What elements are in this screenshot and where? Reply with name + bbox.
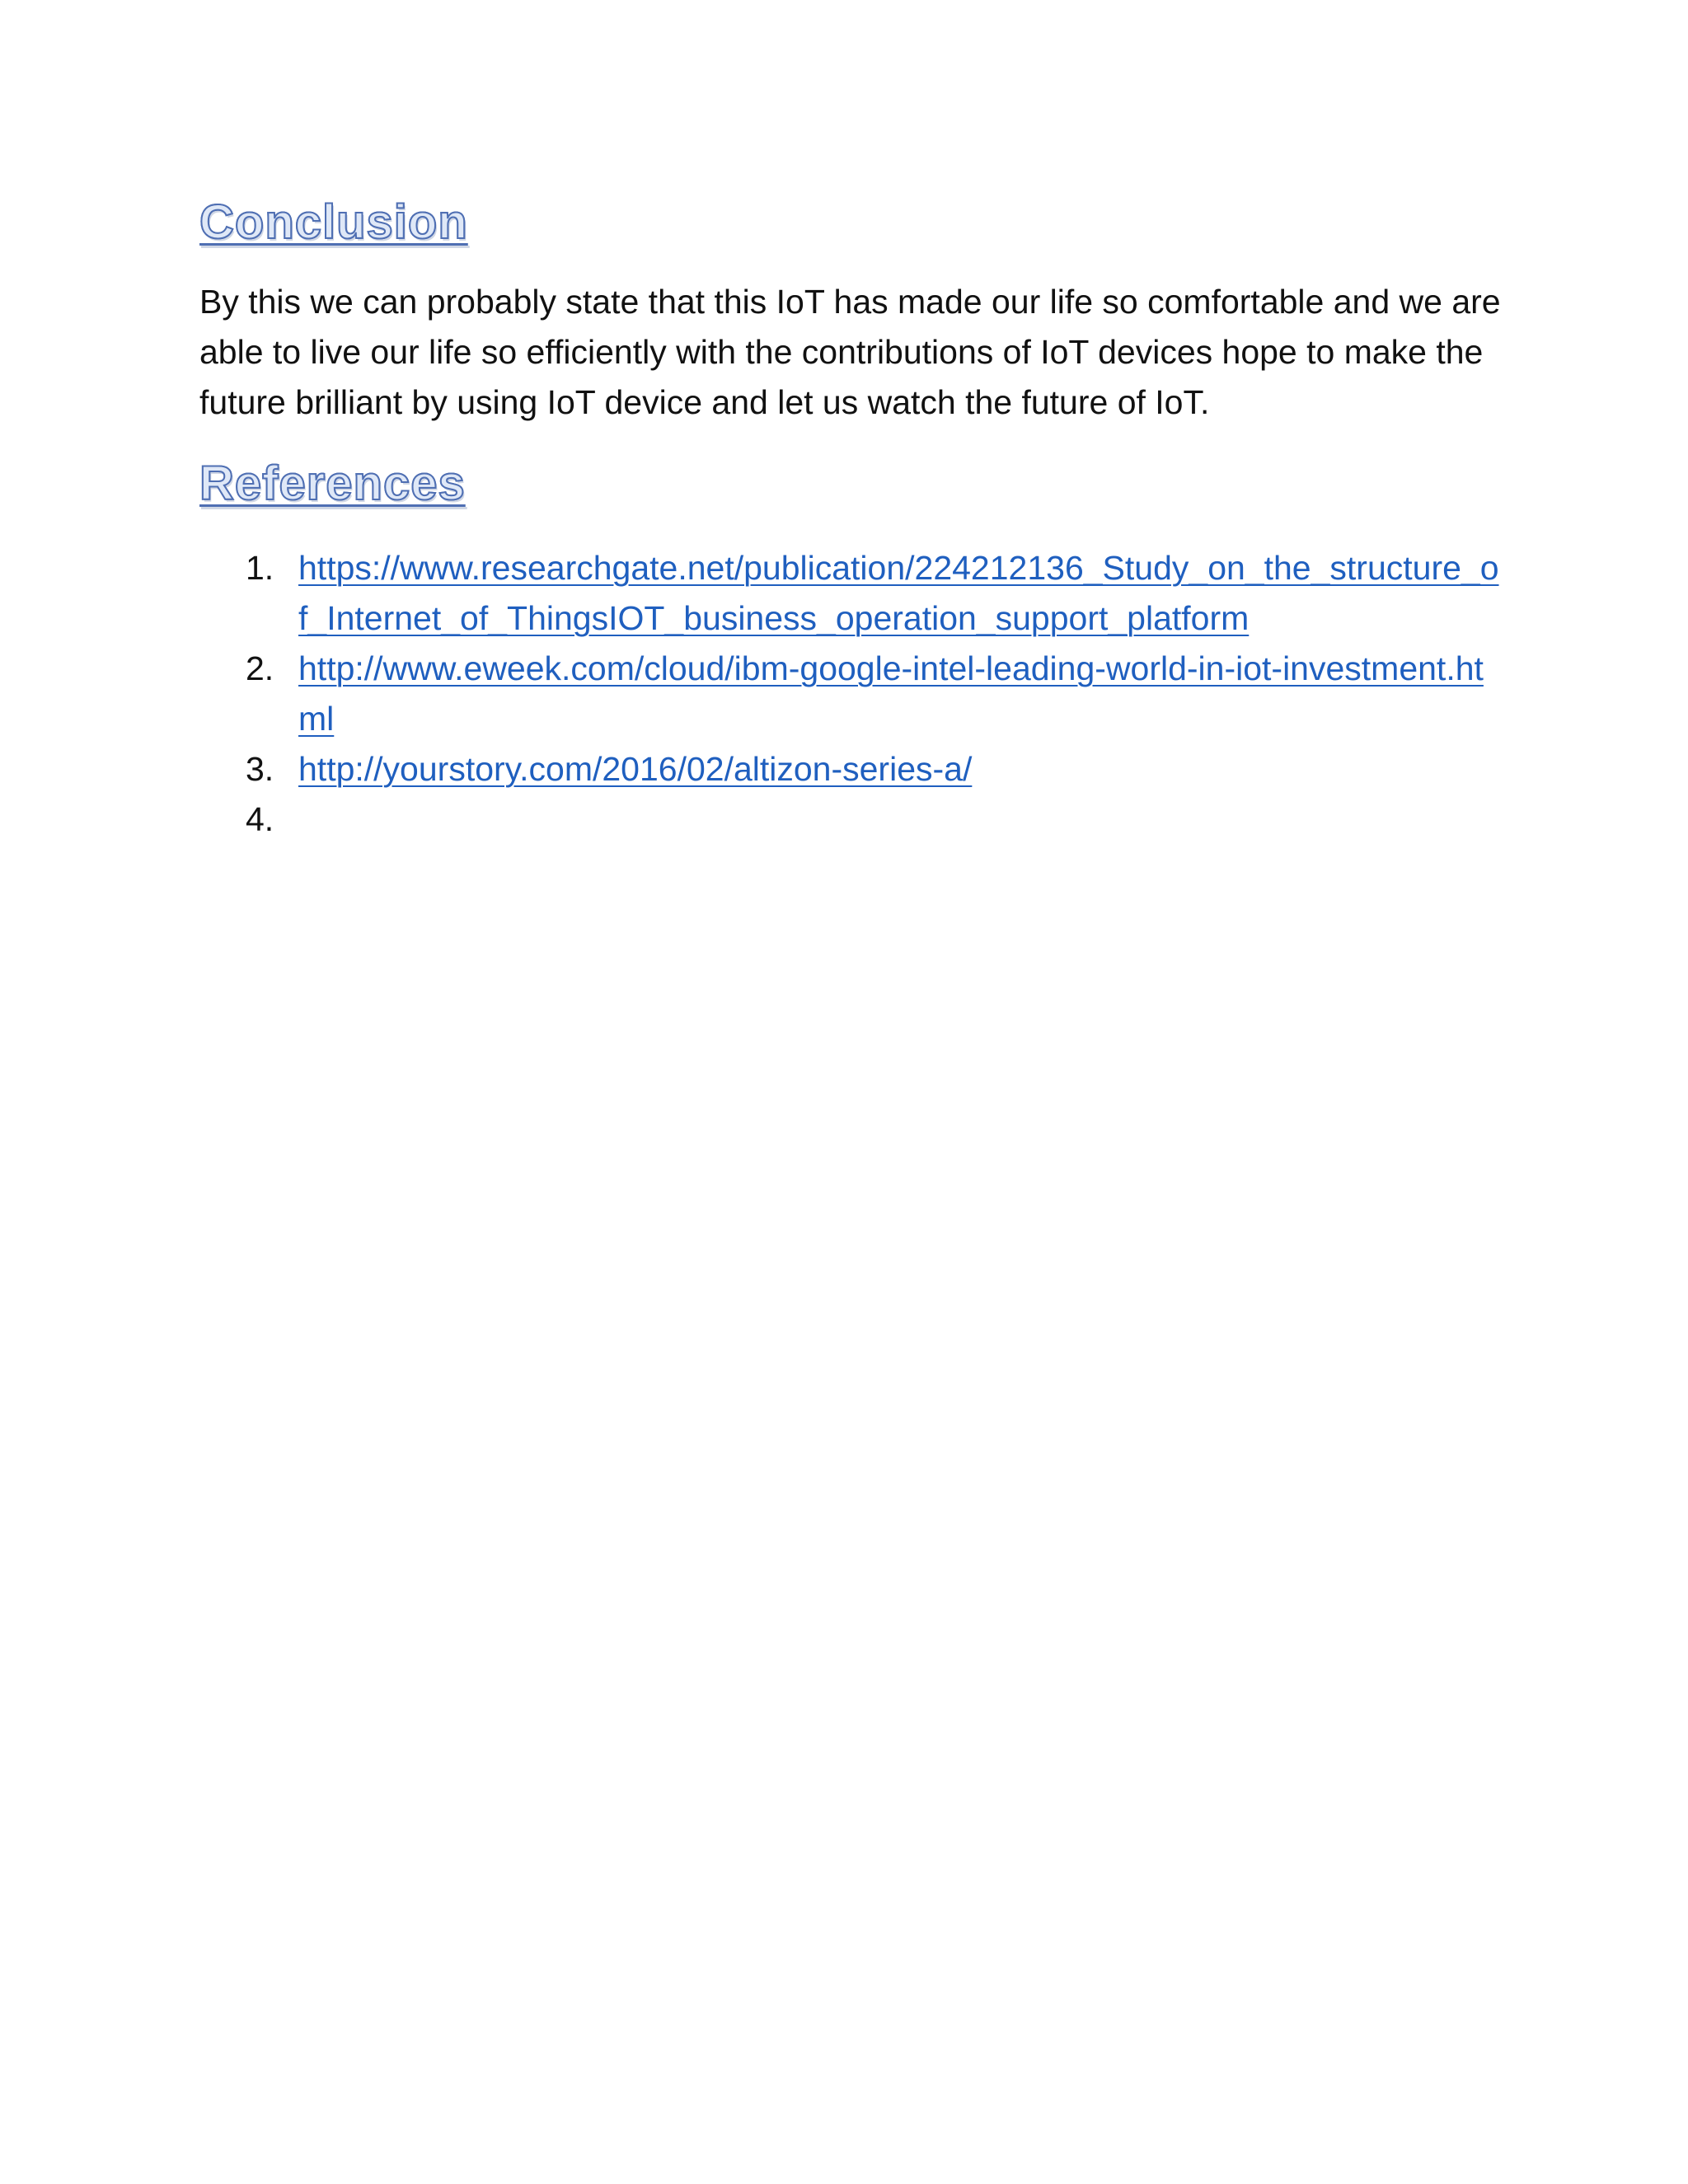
- reference-number-3: 3.: [246, 749, 274, 788]
- references-list: [199, 543, 1502, 845]
- reference-item-2: [199, 644, 1502, 744]
- conclusion-paragraph: By this we can probably state that this IoT has made our life so comfortable and we are able to live our life so efficiently with the contributions of IoT devices hope to make the future brilliant by using IoT device and let us watch the future of IoT.: [199, 282, 1501, 421]
- reference-link-1[interactable]: https://www.researchgate.net/publication/224212136_Study_on_the_structure_of_Internet_of_ThingsIOT_business_operation_support_platform: [298, 548, 1499, 637]
- document-content: [199, 196, 1502, 845]
- reference-number-2: 2.: [246, 649, 274, 687]
- conclusion-heading: Conclusion: [199, 195, 468, 249]
- reference-link-2[interactable]: http://www.eweek.com/cloud/ibm-google-intel-leading-world-in-iot-investment.html: [298, 649, 1484, 738]
- reference-item-4: [199, 794, 1502, 845]
- reference-link-3[interactable]: http://yourstory.com/2016/02/altizon-series-a/: [298, 749, 973, 788]
- reference-number-1: 1.: [246, 548, 274, 587]
- reference-number-4: 4.: [246, 799, 274, 838]
- references-heading: References: [199, 456, 466, 510]
- reference-item-1: [199, 543, 1502, 644]
- reference-item-3: [199, 744, 1502, 794]
